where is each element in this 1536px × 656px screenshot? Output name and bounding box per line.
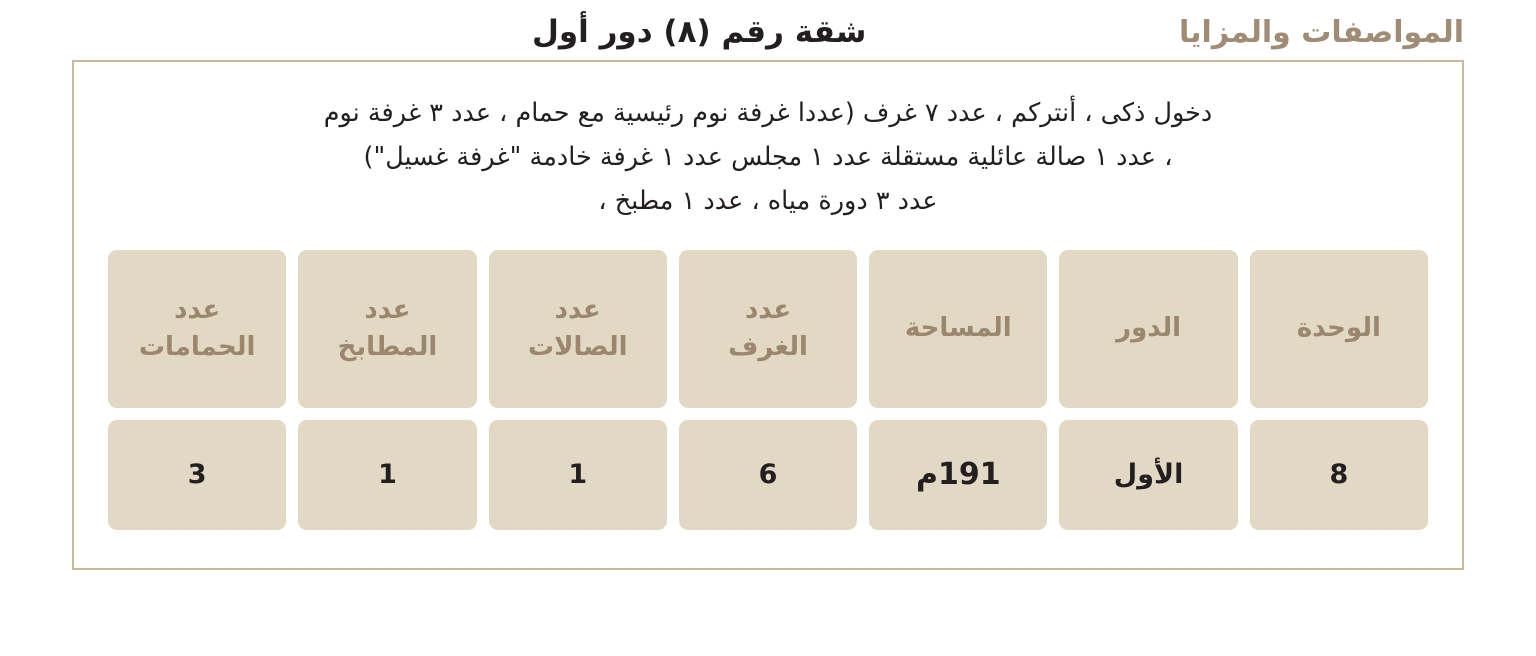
spec-table bbox=[108, 250, 1428, 530]
spec-header-floor bbox=[1059, 250, 1237, 408]
spec-header-floor-line1: الدور bbox=[1116, 313, 1181, 344]
spec-header-area bbox=[869, 250, 1047, 408]
spec-header-bathrooms-line1: عدد bbox=[174, 294, 221, 325]
spec-header-halls-line1: عدد bbox=[554, 294, 601, 325]
unit-title: شقة رقم (٨) دور أول bbox=[532, 14, 867, 50]
spec-value-area: 191م bbox=[869, 420, 1047, 530]
spec-value-bathrooms: 3 bbox=[108, 420, 286, 530]
spec-header-rooms-line2: الغرف bbox=[728, 331, 808, 362]
spec-value-halls: 1 bbox=[489, 420, 667, 530]
header bbox=[0, 0, 1536, 60]
description-line-2: ، عدد ١ صالة عائلية مستقلة عدد ١ مجلس عدد ١ غرفة خادمة "غرفة غسيل") bbox=[363, 141, 1173, 172]
spec-header-kitchens bbox=[298, 250, 476, 408]
spec-header-kitchens-line2: المطابخ bbox=[337, 331, 438, 362]
unit-description bbox=[108, 88, 1428, 224]
specs-card bbox=[72, 60, 1464, 570]
spec-value-unit: 8 bbox=[1250, 420, 1428, 530]
spec-header-halls bbox=[489, 250, 667, 408]
spec-value-row bbox=[108, 420, 1428, 530]
spec-header-unit bbox=[1250, 250, 1428, 408]
spec-value-rooms: 6 bbox=[679, 420, 857, 530]
spec-header-area-line1: المساحة bbox=[904, 313, 1012, 344]
spec-header-rooms-line1: عدد bbox=[744, 294, 792, 325]
description-line-1: دخول ذكى ، أنتركم ، عدد ٧ غرف (عددا غرفة نوم رئيسية مع حمام ، عدد ٣ غرفة نوم bbox=[323, 98, 1213, 128]
spec-value-floor: الأول bbox=[1059, 420, 1237, 530]
spec-header-bathrooms bbox=[108, 250, 286, 408]
description-line-3: عدد ٣ دورة مياه ، عدد ١ مطبخ ، bbox=[598, 185, 938, 216]
spec-header-rooms bbox=[679, 250, 857, 408]
spec-header-row bbox=[108, 250, 1428, 408]
spec-header-bathrooms-line2: الحمامات bbox=[138, 331, 256, 362]
spec-header-kitchens-line1: عدد bbox=[364, 294, 411, 325]
spec-value-kitchens: 1 bbox=[298, 420, 476, 530]
section-title: المواصفات والمزايا bbox=[1179, 14, 1464, 50]
spec-header-unit-line1: الوحدة bbox=[1296, 313, 1381, 344]
spec-header-halls-line2: الصالات bbox=[527, 331, 628, 362]
